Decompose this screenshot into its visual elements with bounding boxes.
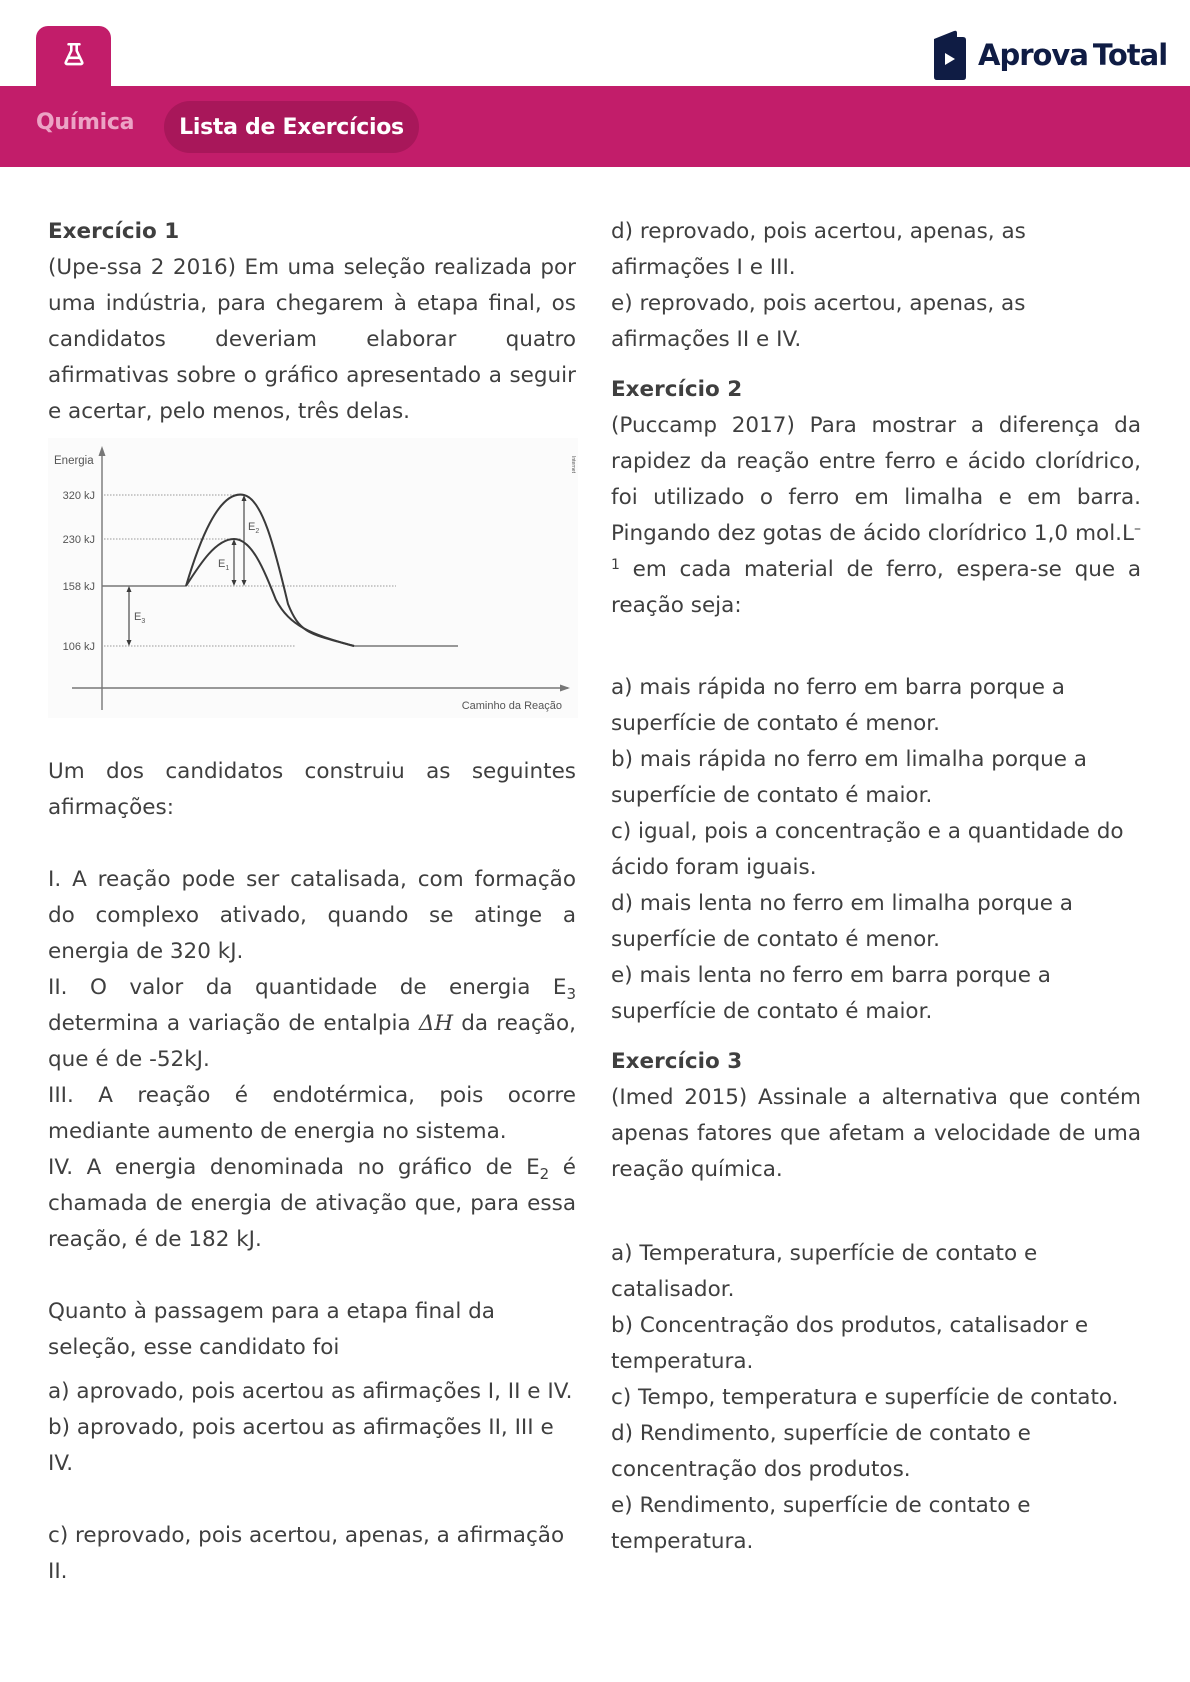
y-axis-label: Energia xyxy=(54,455,94,467)
flask-icon xyxy=(61,41,87,67)
breadcrumb-subject[interactable]: Química xyxy=(36,110,135,135)
image-credit: Internet xyxy=(570,456,576,473)
breadcrumb-current[interactable]: Lista de Exercícios xyxy=(164,101,419,153)
curve-catalyzed xyxy=(186,539,354,646)
book-play-icon xyxy=(930,29,968,81)
exercise-2-option-e: e) mais lenta no ferro em barra porque a superfície de contato é maior. xyxy=(611,963,1051,1024)
exercise-2-option-c: c) igual, pois a concentração e a quantidade do ácido foram iguais. xyxy=(611,819,1124,880)
exercise-2-title: Exercício 2 xyxy=(611,377,743,402)
exercise-1-option-e: e) reprovado, pois acertou, apenas, as afirmações II e IV. xyxy=(611,291,1026,352)
arrow-e3-head-top xyxy=(127,586,132,592)
exercise-1-option-a: a) aprovado, pois acertou as afirmações I, II e IV. xyxy=(48,1379,573,1404)
curve-uncatalyzed xyxy=(186,495,354,646)
exercise-1-intro: (Upe-ssa 2 2016) Em uma seleção realizada por uma indústria, para chegarem à etapa final, os candidatos deveriam elaborar quatro afirmativas sobre o gráfico apresentado a seguir e acertar, pelo menos, três delas. xyxy=(48,255,576,424)
arrow-e2-head-bottom xyxy=(242,580,247,586)
annotation-e2: $E_2$ xyxy=(248,521,260,535)
exercise-1-option-b: b) aprovado, pois acertou as afirmações II, III e IV. xyxy=(48,1415,554,1476)
statement-4: IV. A energia denominada no gráfico de $E_2$ é chamada de energia de ativação que, para essa reação, é de 182 kJ. xyxy=(48,1155,577,1252)
energy-chart xyxy=(48,438,578,718)
exercise-1-option-d: d) reprovado, pois acertou, apenas, as afirmações I e III. xyxy=(611,219,1026,280)
exercise-3-intro: (Imed 2015) Assinale a alternativa que contém apenas fatores que afetam a velocidade de uma reação química. xyxy=(611,1085,1141,1182)
logo-text: Aprova Total xyxy=(978,38,1168,72)
exercise-1-lead: Um dos candidatos construiu as seguintes afirmações: xyxy=(48,759,576,820)
statement-2: II. O valor da quantidade de energia $E_3$ determina a variação de entalpia ΔH da reação, que é de -52kJ. xyxy=(48,975,577,1072)
exercise-3-title: Exercício 3 xyxy=(611,1049,743,1074)
exercise-2-intro: (Puccamp 2017) Para mostrar a diferença da rapidez da reação entre ferro e ácido clorídrico, foi utilizado o ferro em limalha e em barra. Pingando dez gotas de ácido clorídrico 1,0 $mol.L^{-1}$ em cada material de ferro, espera-se que a reação seja: xyxy=(611,413,1141,618)
exercise-2-option-d: d) mais lenta no ferro em limalha porque a superfície de contato é menor. xyxy=(611,891,1073,952)
exercise-3-option-e: e) Rendimento, superfície de contato e temperatura. xyxy=(611,1493,1031,1554)
annotation-e3: $E_3$ xyxy=(134,611,146,625)
x-axis-arrow xyxy=(560,685,570,692)
exercise-1-option-c: c) reprovado, pois acertou, apenas, a afirmação II. xyxy=(48,1523,565,1584)
annotation-e1: $E_1$ xyxy=(218,558,230,572)
arrow-e1-head-bottom xyxy=(232,580,237,586)
y-tick-label: 158 kJ xyxy=(62,581,95,593)
statement-3: III. A reação é endotérmica, pois ocorre mediante aumento de energia no sistema. xyxy=(48,1083,576,1144)
delta-h: ΔH xyxy=(418,1011,454,1036)
top-bar xyxy=(0,86,1190,167)
y-tick-label: 106 kJ xyxy=(62,641,95,653)
exercise-2-option-a: a) mais rápida no ferro em barra porque a superfície de contato é menor. xyxy=(611,675,1065,736)
x-axis-label: Caminho da Reação xyxy=(461,700,562,712)
subject-tab[interactable] xyxy=(36,26,111,88)
exercise-2-option-b: b) mais rápida no ferro em limalha porque a superfície de contato é maior. xyxy=(611,747,1087,808)
logo xyxy=(930,28,1167,82)
exercise-3-option-d: d) Rendimento, superfície de contato e concentração dos produtos. xyxy=(611,1421,1031,1482)
arrow-e3-head-bottom xyxy=(127,640,132,646)
energy-diagram xyxy=(48,438,578,718)
y-tick-label: 320 kJ xyxy=(62,490,95,502)
right-column xyxy=(611,214,1141,1560)
statement-1: I. A reação pode ser catalisada, com formação do complexo ativado, quando se atinge a energia de 320 kJ. xyxy=(48,867,576,964)
exercise-3-option-a: a) Temperatura, superfície de contato e catalisador. xyxy=(611,1241,1038,1302)
exercise-3-option-b: b) Concentração dos produtos, catalisador e temperatura. xyxy=(611,1313,1089,1374)
exercise-3-option-c: c) Tempo, temperatura e superfície de contato. xyxy=(611,1385,1119,1410)
exercise-1-question: Quanto à passagem para a etapa final da seleção, esse candidato foi xyxy=(48,1299,495,1360)
y-axis-arrow xyxy=(99,446,106,456)
exercise-1-title: Exercício 1 xyxy=(48,219,180,244)
left-column xyxy=(48,214,576,1590)
y-tick-label: 230 kJ xyxy=(62,534,95,546)
